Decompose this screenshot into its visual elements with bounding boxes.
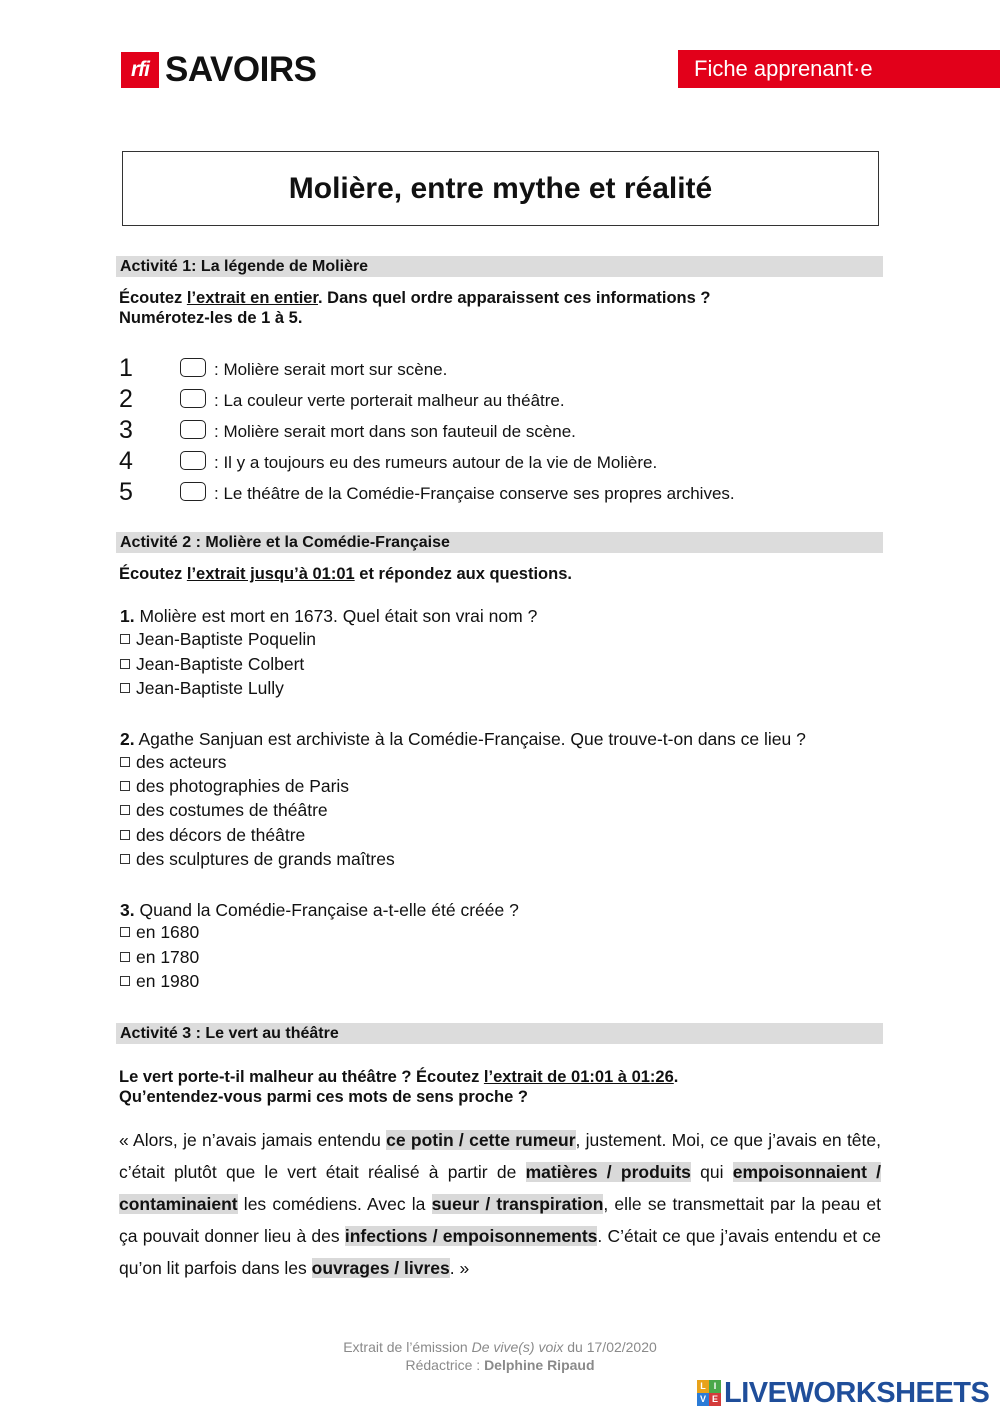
answer-option[interactable]: des acteurs xyxy=(120,752,226,773)
item-number: 2 xyxy=(119,385,133,413)
checkbox-icon[interactable] xyxy=(120,854,130,864)
answer-option[interactable]: Jean-Baptiste Colbert xyxy=(120,654,304,675)
item-number: 1 xyxy=(119,354,133,382)
item-number: 4 xyxy=(119,447,133,475)
item-text: : Le théâtre de la Comédie-Française conserve ses propres archives. xyxy=(214,484,735,503)
question-2: 2. Agathe Sanjuan est archiviste à la Comédie-Française. Que trouve-t-on dans ce lieu ? xyxy=(120,729,806,749)
word-choice[interactable]: sueur / transpiration xyxy=(431,1194,604,1214)
footer-author: Rédactrice : Delphine Ripaud xyxy=(405,1357,595,1373)
checkbox-icon[interactable] xyxy=(120,976,130,986)
item-text: : Molière serait mort dans son fauteuil de scène. xyxy=(214,422,576,441)
checkbox-icon[interactable] xyxy=(120,634,130,644)
checkbox-icon[interactable] xyxy=(120,952,130,962)
answer-option[interactable]: Jean-Baptiste Lully xyxy=(120,678,284,699)
activity3-instructions: Le vert porte-t-il malheur au théâtre ? Écoutez l’extrait de 01:01 à 01:26. Qu’entendez-vous parmi ces mots de sens proche ? xyxy=(119,1068,679,1106)
order-answer-box[interactable] xyxy=(180,389,206,408)
item-text: : Molière serait mort sur scène. xyxy=(214,360,448,379)
item-number: 3 xyxy=(119,416,133,444)
ordering-item xyxy=(119,478,819,513)
order-answer-box[interactable] xyxy=(180,451,206,470)
answer-option[interactable]: des décors de théâtre xyxy=(120,825,305,846)
answer-option[interactable]: en 1980 xyxy=(120,971,199,992)
ordering-item xyxy=(119,385,819,420)
savoirs-logo-text: SAVOIRS xyxy=(165,50,317,89)
ordering-item xyxy=(119,416,819,451)
ordering-item xyxy=(119,354,819,389)
answer-option[interactable]: en 1780 xyxy=(120,947,199,968)
liveworksheets-icon: L I V E xyxy=(697,1380,721,1406)
order-answer-box[interactable] xyxy=(180,358,206,377)
word-choice[interactable]: matières / produits xyxy=(525,1162,691,1182)
rfi-logo-mark: rfi xyxy=(121,52,159,88)
word-choice[interactable]: ce potin / cette rumeur xyxy=(386,1130,576,1150)
word-choice[interactable]: ouvrages / livres xyxy=(311,1258,450,1278)
page-title: Molière, entre mythe et réalité xyxy=(288,171,713,205)
checkbox-icon[interactable] xyxy=(120,757,130,767)
activity2-instructions: Écoutez l’extrait jusqu’à 01:01 et répondez aux questions. xyxy=(119,565,572,583)
activity1-instructions: Écoutez l’extrait en entier. Dans quel ordre apparaissent ces informations ? Numérotez-les de 1 à 5. xyxy=(119,289,711,327)
activity1-extract-link: l’extrait en entier xyxy=(186,289,318,307)
checkbox-icon[interactable] xyxy=(120,830,130,840)
word-choice[interactable]: infections / empoisonnements xyxy=(344,1226,598,1246)
item-number: 5 xyxy=(119,478,133,506)
checkbox-icon[interactable] xyxy=(120,781,130,791)
answer-option[interactable]: des photographies de Paris xyxy=(120,776,349,797)
answer-option[interactable]: des sculptures de grands maîtres xyxy=(120,849,395,870)
checkbox-icon[interactable] xyxy=(120,659,130,669)
fiche-badge: Fiche apprenant·e xyxy=(678,50,1000,88)
question-1: 1. Molière est mort en 1673. Quel était son vrai nom ? xyxy=(120,606,538,626)
liveworksheets-watermark xyxy=(697,1378,989,1408)
order-answer-box[interactable] xyxy=(180,482,206,501)
answer-option[interactable]: des costumes de théâtre xyxy=(120,800,328,821)
title-box xyxy=(122,151,879,226)
footer-source: Extrait de l’émission De vive(s) voix du 17/02/2020 xyxy=(343,1339,657,1355)
item-text: : La couleur verte porterait malheur au théâtre. xyxy=(214,391,565,410)
rfi-savoirs-logo xyxy=(121,52,316,88)
transcript-paragraph: « Alors, je n’avais jamais entendu ce potin / cette rumeur, justement. Moi, ce que j’avais en tête, c’était plutôt que le vert était réalisé à partir de matières / produits qui empoisonnaient / contaminaient les comédiens. Avec la sueur / transpiration, elle se transmettait par la peau et ça pouvait donner lieu à des infections / empoisonnements. C’était ce que j’avais entendu et ce qu’on lit parfois dans les ouvrages / livres. » xyxy=(119,1130,882,1278)
answer-option[interactable]: en 1680 xyxy=(120,922,199,943)
activity2-heading: Activité 2 : Molière et la Comédie-Française xyxy=(116,532,883,553)
activity2-extract-link: l’extrait jusqu’à 01:01 xyxy=(186,565,355,583)
item-text: : Il y a toujours eu des rumeurs autour de la vie de Molière. xyxy=(214,453,658,472)
order-answer-box[interactable] xyxy=(180,420,206,439)
checkbox-icon[interactable] xyxy=(120,805,130,815)
checkbox-icon[interactable] xyxy=(120,683,130,693)
checkbox-icon[interactable] xyxy=(120,927,130,937)
answer-option[interactable]: Jean-Baptiste Poquelin xyxy=(120,629,316,650)
liveworksheets-text: LIVEWORKSHEETS xyxy=(724,1376,990,1409)
question-3: 3. Quand la Comédie-Française a-t-elle été créée ? xyxy=(120,900,519,920)
activity3-heading: Activité 3 : Le vert au théâtre xyxy=(116,1023,883,1044)
ordering-item xyxy=(119,447,819,482)
word-choice[interactable]: empoisonnaient / contaminaient xyxy=(119,1162,882,1214)
activity1-heading: Activité 1: La légende de Molière xyxy=(116,256,883,277)
activity3-extract-link: l’extrait de 01:01 à 01:26 xyxy=(483,1068,674,1086)
